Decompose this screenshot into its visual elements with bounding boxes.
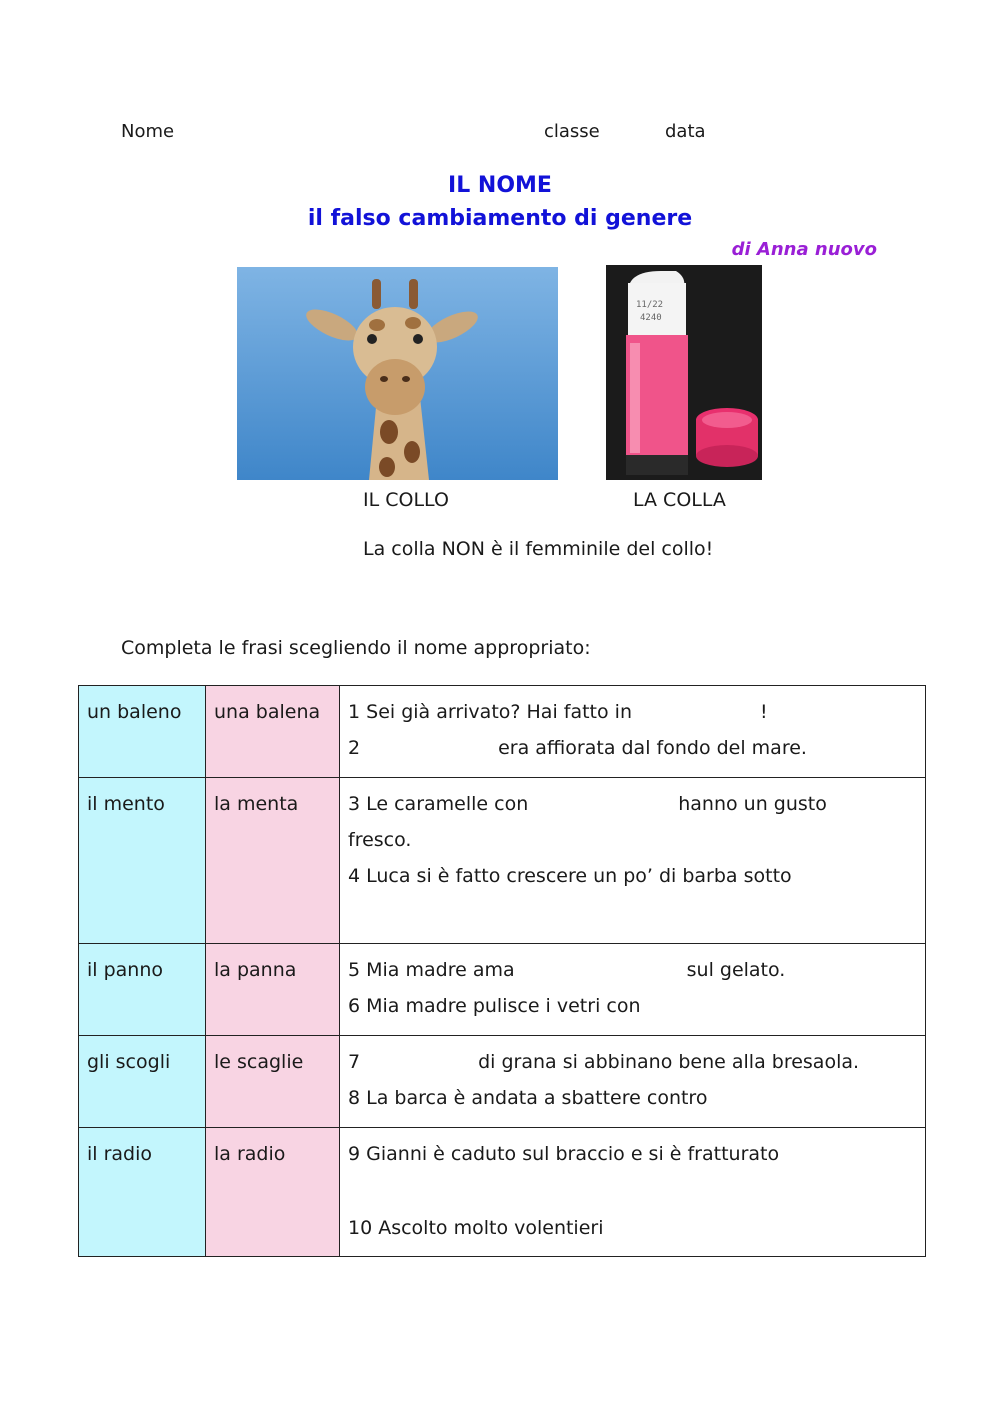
exercise-table xyxy=(78,685,926,1257)
masculine-word: il panno xyxy=(79,944,206,1036)
sentences-cell xyxy=(340,778,926,944)
sentence-text: ! xyxy=(759,701,768,723)
caption-giraffe: IL COLLO xyxy=(363,489,449,511)
sentences-cell xyxy=(340,1128,926,1257)
sentence-text: era affiorata dal fondo del mare. xyxy=(498,737,807,759)
sentence-text: 2 xyxy=(348,737,361,759)
author-credit: di Anna nuovo xyxy=(731,239,877,260)
sentence-text: 1 Sei già arrivato? Hai fatto in xyxy=(348,701,632,723)
sentence-text: 6 Mia madre pulisce i vetri con xyxy=(348,995,641,1017)
sentences-cell xyxy=(340,686,926,778)
sentence-text: di grana si abbinano bene alla bresaola. xyxy=(478,1051,860,1073)
class-label: classe xyxy=(544,121,600,142)
svg-text:11/22: 11/22 xyxy=(636,300,664,310)
sentences-cell xyxy=(340,1036,926,1128)
sentence-text: 10 Ascolto molto volentieri xyxy=(348,1217,604,1239)
feminine-word: la panna xyxy=(206,944,340,1036)
sentence-text: 3 Le caramelle con xyxy=(348,793,529,815)
feminine-word: la menta xyxy=(206,778,340,944)
sentence-text: fresco. xyxy=(348,829,412,851)
table-row xyxy=(79,1036,926,1128)
glue-stick-photo xyxy=(606,265,762,480)
note-text: La colla NON è il femminile del collo! xyxy=(363,538,714,560)
svg-text:4240: 4240 xyxy=(640,313,662,323)
feminine-word: una balena xyxy=(206,686,340,778)
feminine-word: le scaglie xyxy=(206,1036,340,1128)
sentence-text: 8 La barca è andata a sbattere contro xyxy=(348,1087,708,1109)
sentences-cell xyxy=(340,944,926,1036)
masculine-word: gli scogli xyxy=(79,1036,206,1128)
table-row xyxy=(79,686,926,778)
sentence-text: hanno un gusto xyxy=(678,793,827,815)
date-label: data xyxy=(665,121,706,142)
sentence-text: 9 Gianni è caduto sul braccio e si è fratturato xyxy=(348,1143,780,1165)
feminine-word: la radio xyxy=(206,1128,340,1257)
giraffe-photo xyxy=(237,267,558,480)
instruction-text: Completa le frasi scegliendo il nome appropriato: xyxy=(121,637,591,659)
masculine-word: il mento xyxy=(79,778,206,944)
sentence-text: sul gelato. xyxy=(686,959,786,981)
table-row xyxy=(79,944,926,1036)
name-label: Nome xyxy=(121,121,175,142)
masculine-word: un baleno xyxy=(79,686,206,778)
page-title: IL NOME xyxy=(448,173,552,198)
sentence-text: 4 Luca si è fatto crescere un po’ di barba sotto xyxy=(348,865,792,887)
caption-glue: LA COLLA xyxy=(633,489,726,511)
sentence-text: 5 Mia madre ama xyxy=(348,959,515,981)
table-row xyxy=(79,1128,926,1257)
page-subtitle: il falso cambiamento di genere xyxy=(307,206,693,231)
table-row xyxy=(79,778,926,944)
masculine-word: il radio xyxy=(79,1128,206,1257)
sentence-text: 7 xyxy=(348,1051,361,1073)
